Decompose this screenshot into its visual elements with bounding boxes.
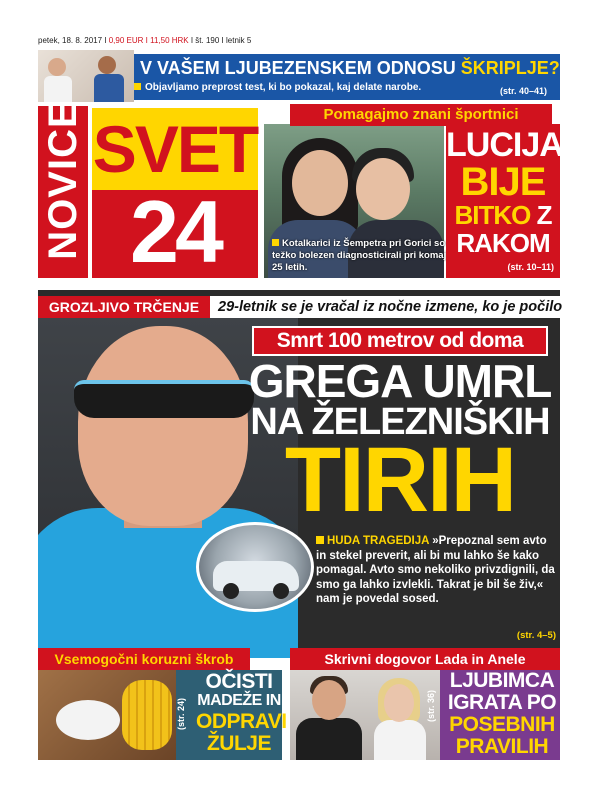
bottom-right-line-1: LJUBIMCA xyxy=(449,669,555,692)
sport-headline-line-4: RAKOM xyxy=(456,228,550,258)
sport-headline-line-3a: BITKO xyxy=(454,200,531,230)
masthead-novice-text: NOVICE xyxy=(41,100,85,260)
sport-story-caption-text: Kotalkarici iz Šempetra pri Gorici so težko bolezen diagnosticirali pri komaj 25 letih. xyxy=(272,238,447,273)
top-teaser-headline-main: V VAŠEM LJUBEZENSKEM ODNOSU xyxy=(140,58,456,78)
dateline xyxy=(38,36,251,45)
bottom-right-page-ref: (str. 36) xyxy=(426,689,436,722)
main-story-tag: GROZLJIVO TRČENJE xyxy=(48,299,200,315)
bottom-right-banner-text: Skrivni dogovor Lada in Anele xyxy=(324,651,526,667)
main-story-subhead: Smrt 100 metrov od doma xyxy=(276,329,524,352)
main-story-kicker: 29-letnik se je vračal iz nočne izmene, ko je počilo xyxy=(218,299,563,315)
dateline-issue: I št. 190 I letnik 5 xyxy=(190,36,252,45)
couple-celebrity-photo xyxy=(290,670,440,760)
bottom-left-banner-text: Vsemogočni koruzni škrob xyxy=(54,651,234,667)
sport-headline-line-1: LUCIJA xyxy=(446,126,563,164)
sport-story-caption xyxy=(272,238,450,274)
yellow-square-bullet xyxy=(316,536,324,544)
bottom-right-line-4: PRAVILIH xyxy=(455,735,549,758)
bottom-right-line-3: POSEBNIH xyxy=(449,713,555,736)
yellow-square-bullet xyxy=(134,83,141,90)
bottom-left-page-ref: (str. 24) xyxy=(176,697,186,730)
dateline-date: petek, 18. 8. 2017 I xyxy=(38,36,107,45)
main-story-page-ref: (str. 4–5) xyxy=(516,630,556,641)
top-teaser-page-ref: (str. 40–41) xyxy=(500,86,548,96)
yellow-square-bullet xyxy=(272,239,279,246)
sport-story-banner-text: Pomagajmo znani športnici xyxy=(323,106,519,123)
top-teaser-subline xyxy=(134,82,421,93)
main-story-body-label: HUDA TRAGEDIJA xyxy=(327,535,430,547)
bottom-left-line-2: MADEŽE IN xyxy=(197,692,281,709)
top-teaser-headline-accent: ŠKRIPLJE? xyxy=(460,58,560,78)
main-story-body xyxy=(316,534,556,607)
sport-headline-line-3b: Z xyxy=(536,200,552,230)
top-teaser-headline[interactable] xyxy=(140,58,560,79)
crashed-car-photo xyxy=(196,522,314,612)
corn-starch-photo xyxy=(38,670,176,760)
bottom-left-line-3: ODPRAVI xyxy=(196,710,287,733)
top-teaser-subline-text: Objavljamo preprost test, ki bo pokazal, kaj delate narobe. xyxy=(145,82,422,93)
bottom-left-line-1: OČISTI xyxy=(205,670,273,693)
sport-headline-line-2: BIJE xyxy=(460,160,546,204)
sport-story-page-ref: (str. 10–11) xyxy=(507,262,554,272)
sport-headline-line-3 xyxy=(446,200,560,231)
bottom-right-line-2: IGRATA PO xyxy=(447,691,557,714)
main-story-body-text: »Prepoznal sem avto in stekel preverit, ali bi mu lahko še kako pomagal. Avto smo nekoliko privzdignili, da smo ga lahko izvlekli. Takrat je bil še živ,« nam je povedal sosed. xyxy=(316,535,555,605)
main-headline-line-3: TIRIH xyxy=(284,429,516,531)
bottom-left-line-4: ŽULJE xyxy=(206,732,271,755)
main-headline-line-1: GREGA UMRL xyxy=(248,355,552,407)
masthead-svet-text: SVET xyxy=(92,112,258,186)
dateline-price: 0,90 EUR I 11,50 HRK xyxy=(108,36,189,45)
main-headline-line-2: NA ŽELEZNIŠKIH xyxy=(250,401,550,443)
masthead-number-text: 24 xyxy=(130,182,220,281)
